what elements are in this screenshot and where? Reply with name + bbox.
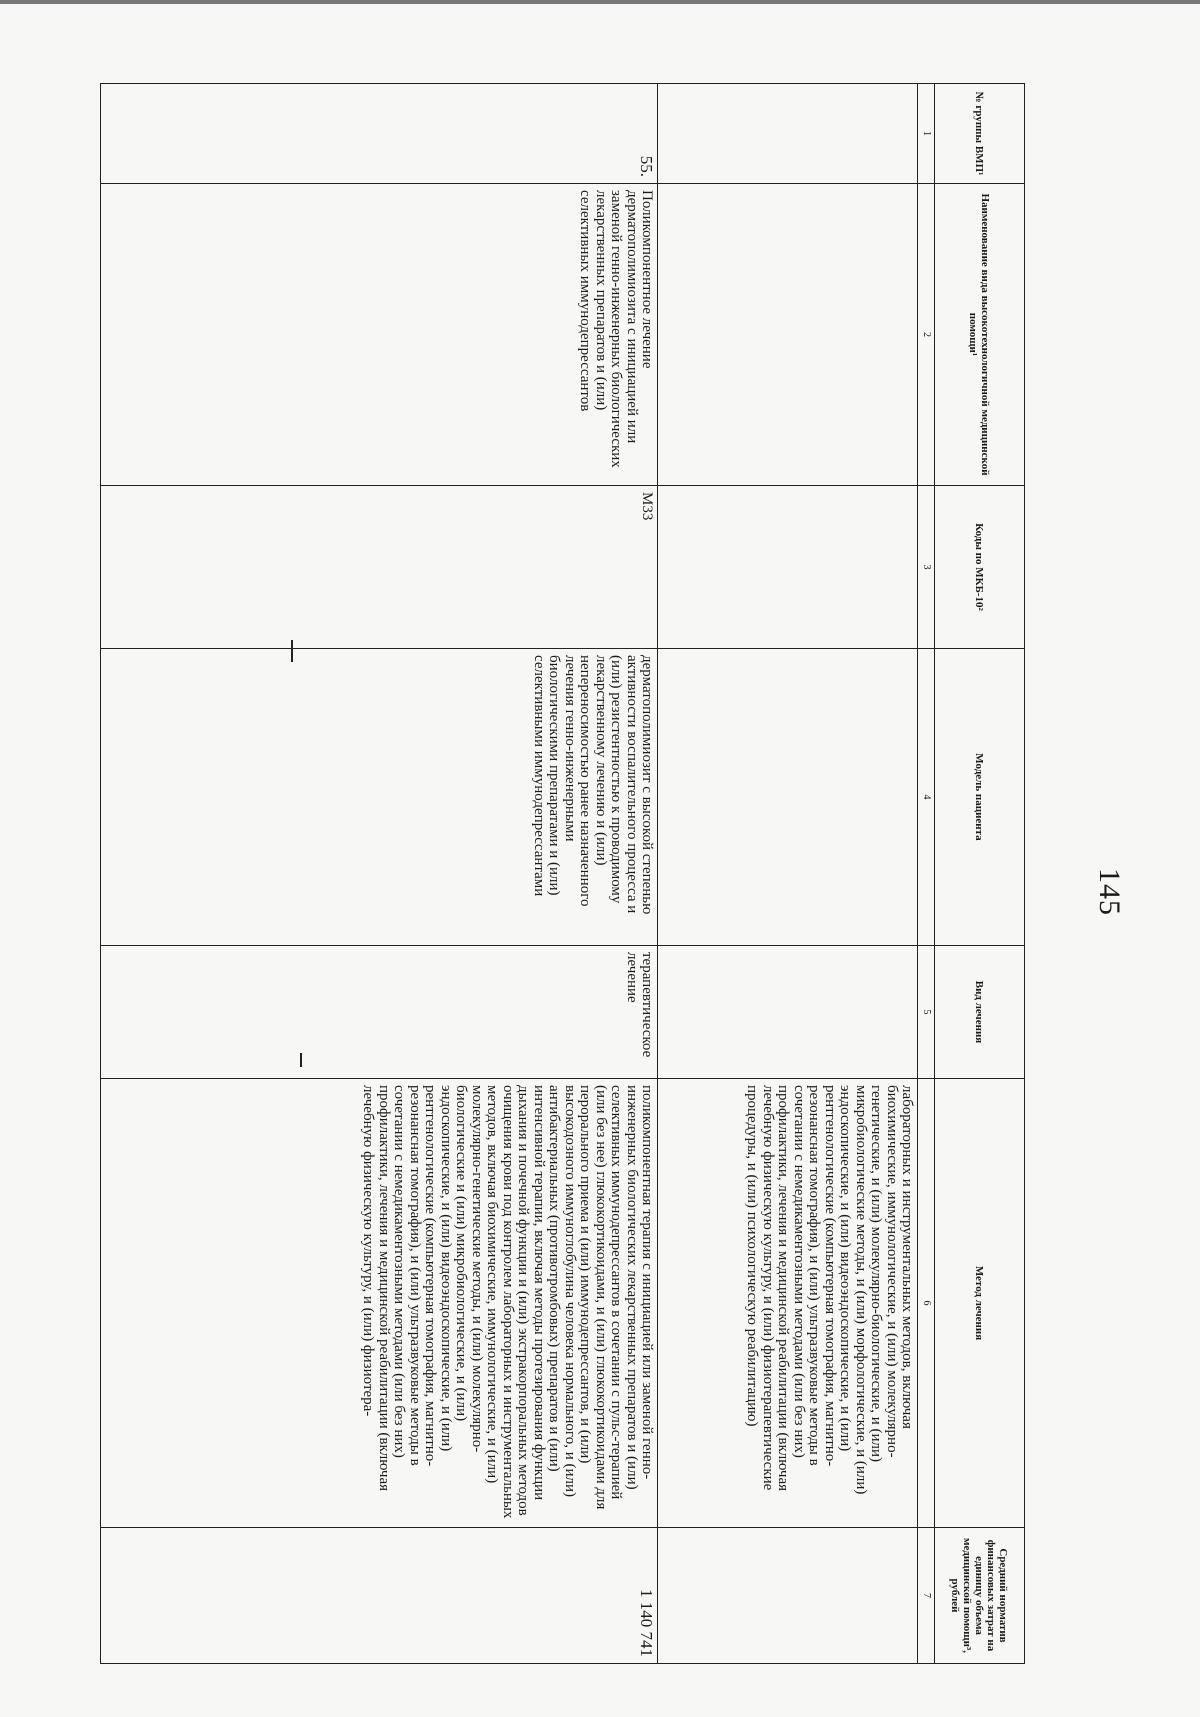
patient-model-cell: дерматополимиозит с высокой степенью активности воспалительного процесса и (или) резистентностью к проводимому лекарственному лечению и (или) непереносимостью ранее назначенного лечения генно-инженерными биологическими препаратами и (или) селективными иммунодепрессантами	[101, 649, 659, 946]
column-number: 4	[918, 649, 935, 946]
continuation-method-cell: лабораторных и инструментальных методов, включая биохимические, иммунологические, и (или) молекулярно-генетические, и (или) молекулярно-биологические, и (или) микробиологические методы, и (или) морфологические, и (или) эндоскопические, и (или) видеоэндоскопические, и (или) рентгенологические (компьютерная томография, магнитно-резонансная томография), и (или) ультразвуковые методы в сочетании с немедикаментозными методами (или без них) профилактики, лечения и медицинской реабилитации (включая лечебную физическую культуру, и (или) физиотерапевтические процедуры, и (или) психологическую реабилитацию)	[658, 1079, 918, 1528]
column-number: 6	[918, 1079, 935, 1528]
table-row-55	[101, 84, 659, 1664]
scan-mark	[291, 640, 293, 662]
continuation-cost-cell	[658, 1528, 918, 1664]
icd-code-cell: M33	[101, 486, 659, 649]
care-type-cell: Поликомпонентное лечение дерматополимиозита с инициацией или заменой генно-инженерных биологических лекарственных препаратов и (или) селективных иммунодепрессантов	[101, 184, 659, 486]
column-number: 1	[918, 84, 935, 184]
continuation-patient-cell	[658, 649, 918, 946]
scan-mark	[300, 1053, 302, 1067]
treatment-type-cell: терапевтическое лечение	[101, 946, 659, 1079]
page-number: 145	[1093, 868, 1126, 916]
header-treatment-type: Вид лечения	[935, 946, 1025, 1079]
column-number: 5	[918, 946, 935, 1079]
continuation-code-cell	[658, 486, 918, 649]
average-cost-cell: 1 140 741	[101, 1528, 659, 1664]
continuation-name-cell	[658, 184, 918, 486]
header-patient-model: Модель пациента	[935, 649, 1025, 946]
header-care-type: Наименование вида высокотехнологичной медицинской помощи¹	[935, 184, 1025, 486]
header-average-cost: Средний норматив финансовых затрат на единицу объема медицинской помощи³, рублей	[935, 1528, 1025, 1664]
medical-care-table	[100, 83, 1025, 1664]
header-group-number: № группы ВМП¹	[935, 84, 1025, 184]
medical-care-table-rotated	[100, 83, 1025, 1663]
column-number-row	[918, 84, 935, 1664]
continuation-row	[658, 84, 918, 1664]
column-number: 7	[918, 1528, 935, 1664]
column-number: 3	[918, 486, 935, 649]
group-number-cell: 55.	[101, 84, 659, 184]
continuation-group-cell	[658, 84, 918, 184]
header-row	[935, 84, 1025, 1664]
column-number: 2	[918, 184, 935, 486]
scan-top-edge	[0, 0, 1200, 4]
treatment-method-cell: поликомпонентная терапия с инициацией или заменой генно-инженерных биологических лекарственных препаратов и (или) селективных иммунодепрессантов в сочетании с пульс-терапией (или без нее) глюкокортикоидами, и (или) глюкокортикоидами для перорального приема и (или) иммунодепрессантов, и (или) высокодозного иммуноглобулина человека нормального, и (или) антибактериальных (противотромбовых) препаратов и (или) интенсивной терапии, включая методы протезирования функции дыхания и почечной функции и (или) экстракорпоральных методов очищения крови под контролем лабораторных и инструментальных методов, включая биохимические, иммунологические, и (или) молекулярно-генетические методы, и (или) молекулярно-биологические и (или) микробиологические, и (или) эндоскопические, и (или) видеоэндоскопические, и (или) рентгенологические (компьютерная томография, магнитно-резонансная томография), и (или) ультразвуковые методы в сочетании с немедикаментозными методами (или без них) профилактики, лечения и медицинской реабилитации (включая лечебную физическую культуру, и (или) физиотера-	[101, 1079, 659, 1528]
continuation-treatment-cell	[658, 946, 918, 1079]
header-icd-codes: Коды по МКБ-10²	[935, 486, 1025, 649]
header-treatment-method: Метод лечения	[935, 1079, 1025, 1528]
